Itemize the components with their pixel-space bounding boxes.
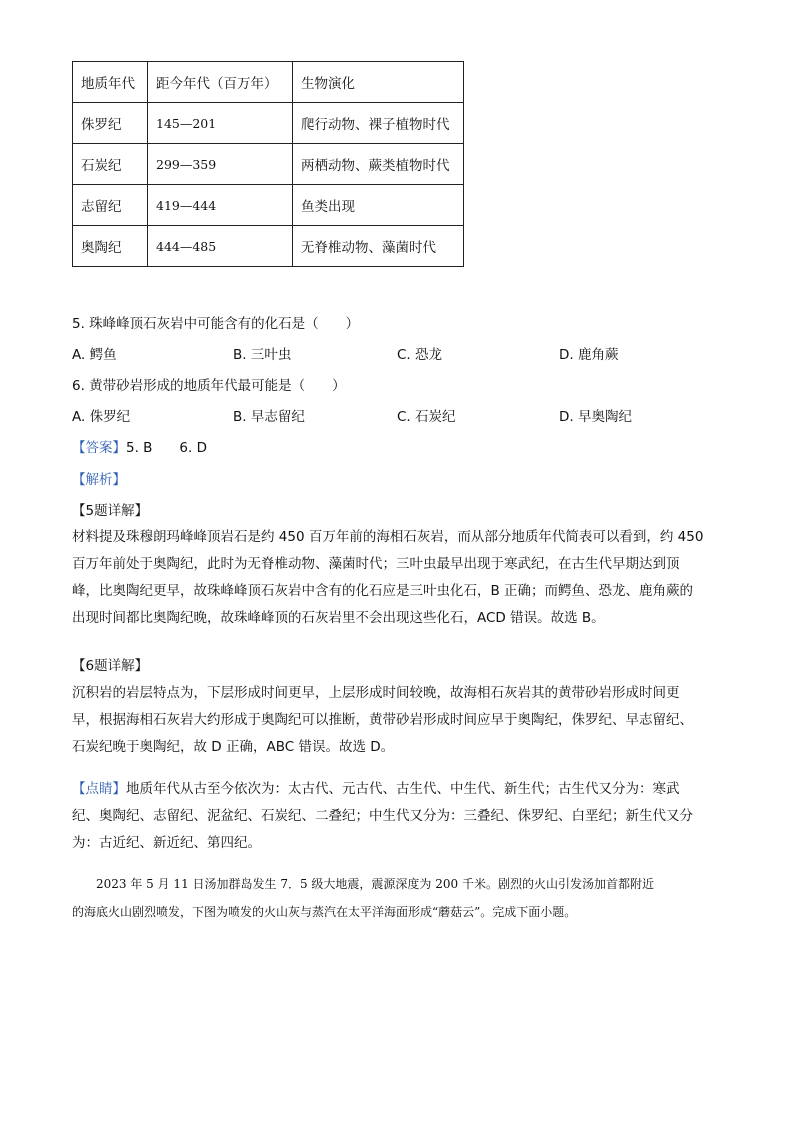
paragraph-line: 出现时间都比奥陶纪晚，故珠峰峰顶的石灰岩里不会出现这些化石，ACD 错误。故选 B。 (72, 610, 605, 626)
table-cell: 石炭纪 (73, 144, 148, 185)
table-header-cell: 生物演化 (293, 62, 464, 103)
table-row (73, 103, 464, 144)
dianjing-line-0: 地质年代从古至今依次为：太古代、元古代、古生代、中生代、新生代；古生代又分为：寒武 (126, 781, 680, 797)
question-6-option-d: D. 早奥陶纪 (559, 409, 632, 425)
question-6-option-b: B. 早志留纪 (233, 409, 305, 425)
paragraph-line: 材料提及珠穆朗玛峰峰顶岩石是约 450 百万年前的海相石灰岩，而从部分地质年代简表可以看到，约 450 (72, 529, 704, 545)
paragraph-line: 石炭纪晚于奥陶纪，故 D 正确，ABC 错误。故选 D。 (72, 739, 395, 755)
table-cell: 299—359 (148, 144, 293, 185)
question-5-option-a: A. 鳄鱼 (72, 347, 117, 363)
question-5-option-b: B. 三叶虫 (233, 347, 292, 363)
paragraph-line: 沉积岩的岩层特点为，下层形成时间更早，上层形成时间较晚，故海相石灰岩其的黄带砂岩形成时间更 (72, 685, 680, 701)
paragraph-line: 峰，比奥陶纪更早，故珠峰峰顶石灰岩中含有的化石应是三叶虫化石，B 正确；而鳄鱼、恐龙、鹿角蕨的 (72, 583, 694, 599)
answer-line (72, 436, 207, 456)
dianjing-paragraph (72, 776, 720, 857)
question-5-option-d: D. 鹿角蕨 (559, 347, 619, 363)
table-header-cell: 距今年代（百万年） (148, 62, 293, 103)
geologic-time-table (72, 61, 464, 267)
table-cell: 444—485 (148, 226, 293, 267)
paragraph-line (72, 776, 720, 803)
table-cell: 奥陶纪 (73, 226, 148, 267)
detail-5-label: 【5题详解】 (72, 503, 149, 519)
detail-6-paragraph (72, 680, 720, 761)
table-cell: 鱼类出现 (293, 185, 464, 226)
table-header-cell: 地质年代 (73, 62, 148, 103)
answer-text: 5. B 6. D (126, 440, 207, 456)
table-row (73, 144, 464, 185)
answer-label: 【答案】 (72, 440, 126, 456)
table-header-row (73, 62, 464, 103)
detail-5-paragraph (72, 524, 720, 632)
table-cell: 两栖动物、蕨类植物时代 (293, 144, 464, 185)
table-cell: 志留纪 (73, 185, 148, 226)
paragraph-line: 为：古近纪、新近纪、第四纪。 (72, 835, 261, 851)
paragraph-line: 百万年前处于奥陶纪，此时为无脊椎动物、藻菌时代；三叶虫最早出现于寒武纪，在古生代早期达到顶 (72, 556, 680, 572)
table-cell: 侏罗纪 (73, 103, 148, 144)
table-cell: 无脊椎动物、藻菌时代 (293, 226, 464, 267)
question-6-option-a: A. 侏罗纪 (72, 409, 131, 425)
paragraph-line: 纪、奥陶纪、志留纪、泥盆纪、石炭纪、二叠纪；中生代又分为：三叠纪、侏罗纪、白垩纪；新生代又分 (72, 808, 693, 824)
dianjing-label: 【点睛】 (72, 781, 126, 797)
question-6-option-c: C. 石炭纪 (397, 409, 456, 425)
material-paragraph (72, 870, 722, 926)
analysis-label: 【解析】 (72, 472, 126, 488)
paragraph-line: 2023 年 5 月 11 日汤加群岛发生 7．5 级大地震，震源深度为 200 千米。剧烈的火山引发汤加首都附近 (72, 877, 654, 891)
question-6-stem: 6. 黄带砂岩形成的地质年代最可能是（ ） (72, 378, 346, 394)
paragraph-line: 早，根据海相石灰岩大约形成于奥陶纪可以推断，黄带砂岩形成时间应早于奥陶纪，侏罗纪、早志留纪、 (72, 712, 693, 728)
table-cell: 145—201 (148, 103, 293, 144)
table-cell: 爬行动物、裸子植物时代 (293, 103, 464, 144)
table-cell: 419—444 (148, 185, 293, 226)
detail-6-label: 【6题详解】 (72, 658, 149, 674)
paragraph-line: 的海底火山剧烈喷发，下图为喷发的火山灰与蒸汽在太平洋海面形成“蘑菇云”。完成下面小题。 (72, 905, 577, 919)
table-row (73, 185, 464, 226)
question-5-stem: 5. 珠峰峰顶石灰岩中可能含有的化石是（ ） (72, 316, 360, 332)
table-row (73, 226, 464, 267)
question-5-option-c: C. 恐龙 (397, 347, 443, 363)
